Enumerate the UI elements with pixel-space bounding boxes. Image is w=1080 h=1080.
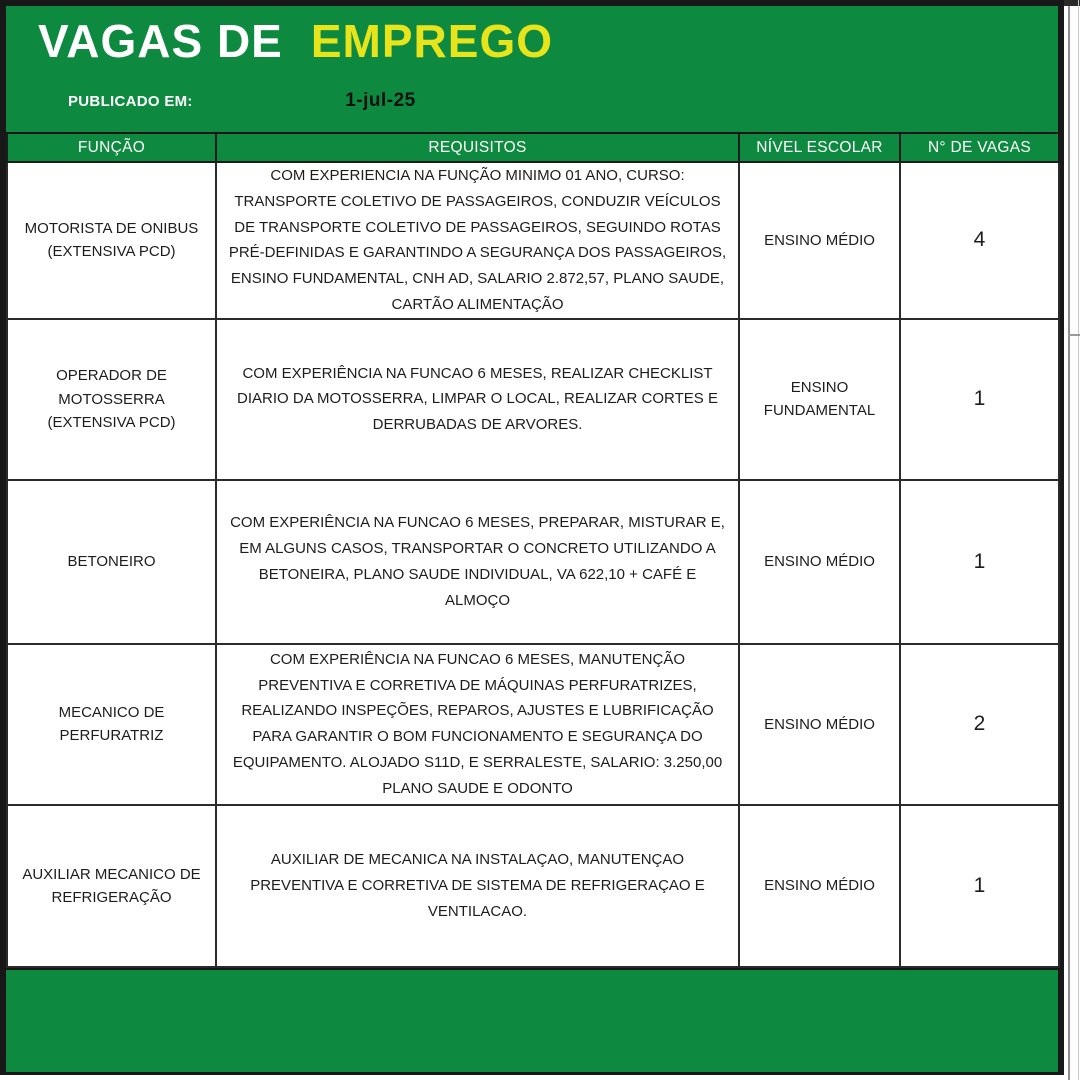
footer-band [6, 968, 1058, 1072]
cell-nivel-escolar: ENSINO MÉDIO [739, 644, 900, 805]
table-row [7, 644, 1059, 805]
cell-funcao: BETONEIRO [7, 480, 216, 644]
vacancies-table [6, 134, 1060, 968]
header-banner [6, 6, 1058, 134]
table-row [7, 162, 1059, 319]
table-row [7, 319, 1059, 480]
published-label: PUBLICADO EM: [68, 93, 193, 110]
cell-vagas: 1 [900, 319, 1059, 480]
scrollbar-edge-line [1078, 0, 1079, 1080]
cell-requisitos: AUXILIAR DE MECANICA NA INSTALAÇAO, MANUTENÇAO PREVENTIVA E CORRETIVA DE SISTEMA DE REFRIGERAÇAO E VENTILACAO. [216, 805, 739, 967]
cell-funcao: MECANICO DE PERFURATRIZ [7, 644, 216, 805]
table-row [7, 480, 1059, 644]
published-date: 1-jul-25 [345, 90, 416, 111]
cell-vagas: 1 [900, 805, 1059, 967]
table-row [7, 805, 1059, 967]
title-part-white: VAGAS DE [38, 15, 283, 67]
cell-vagas: 1 [900, 480, 1059, 644]
column-header-nivel-escolar: NÍVEL ESCOLAR [739, 134, 900, 162]
column-header-funcao: FUNÇÃO [7, 134, 216, 162]
cell-requisitos: COM EXPERIÊNCIA NA FUNCAO 6 MESES, MANUTENÇÃO PREVENTIVA E CORRETIVA DE MÁQUINAS PERFURATRIZES, REALIZANDO INSPEÇÕES, REPAROS, AJUSTES E LUBRIFICAÇÃO PARA GARANTIR O BOM FUNCIONAMENTO E SEGURANÇA DO EQUIPAMENTO. ALOJADO S11D, E SERRALESTE, SALARIO: 3.250,00 PLANO SAUDE E ODONTO [216, 644, 739, 805]
scrollbar-track-line [1068, 6, 1070, 1080]
title-part-yellow: EMPREGO [310, 15, 554, 67]
cell-funcao: AUXILIAR MECANICO DE REFRIGERAÇÃO [7, 805, 216, 967]
cell-nivel-escolar: ENSINO MÉDIO [739, 162, 900, 319]
cell-vagas: 2 [900, 644, 1059, 805]
table-header-row [7, 134, 1059, 162]
cell-funcao: OPERADOR DE MOTOSSERRA (EXTENSIVA PCD) [7, 319, 216, 480]
column-header-n-de-vagas: N° DE VAGAS [900, 134, 1059, 162]
cell-funcao: MOTORISTA DE ONIBUS (EXTENSIVA PCD) [7, 162, 216, 319]
scrollbar-thumb-end[interactable] [1068, 334, 1080, 336]
published-row [68, 90, 416, 112]
page-title [38, 14, 553, 68]
cell-vagas: 4 [900, 162, 1059, 319]
cell-requisitos: COM EXPERIENCIA NA FUNÇÃO MINIMO 01 ANO, CURSO: TRANSPORTE COLETIVO DE PASSAGEIROS, CONDUZIR VEÍCULOS DE TRANSPORTE COLETIVO DE PASSAGEIROS, SEGUINDO ROTAS PRÉ-DEFINIDAS E GARANTINDO A SEGURANÇA DOS PASSAGEIROS, ENSINO FUNDAMENTAL, CNH AD, SALARIO 2.872,57, PLANO SAUDE, CARTÃO ALIMENTAÇÃO [216, 162, 739, 319]
cell-requisitos: COM EXPERIÊNCIA NA FUNCAO 6 MESES, REALIZAR CHECKLIST DIARIO DA MOTOSSERRA, LIMPAR O LOCAL, REALIZAR CORTES E DERRUBADAS DE ARVORES. [216, 319, 739, 480]
column-header-requisitos: REQUISITOS [216, 134, 739, 162]
vertical-scrollbar[interactable] [1064, 0, 1080, 1080]
cell-nivel-escolar: ENSINO FUNDAMENTAL [739, 319, 900, 480]
cell-nivel-escolar: ENSINO MÉDIO [739, 480, 900, 644]
cell-nivel-escolar: ENSINO MÉDIO [739, 805, 900, 967]
cell-requisitos: COM EXPERIÊNCIA NA FUNCAO 6 MESES, PREPARAR, MISTURAR E, EM ALGUNS CASOS, TRANSPORTAR O CONCRETO UTILIZANDO A BETONEIRA, PLANO SAUDE INDIVIDUAL, VA 622,10 + CAFÉ E ALMOÇO [216, 480, 739, 644]
